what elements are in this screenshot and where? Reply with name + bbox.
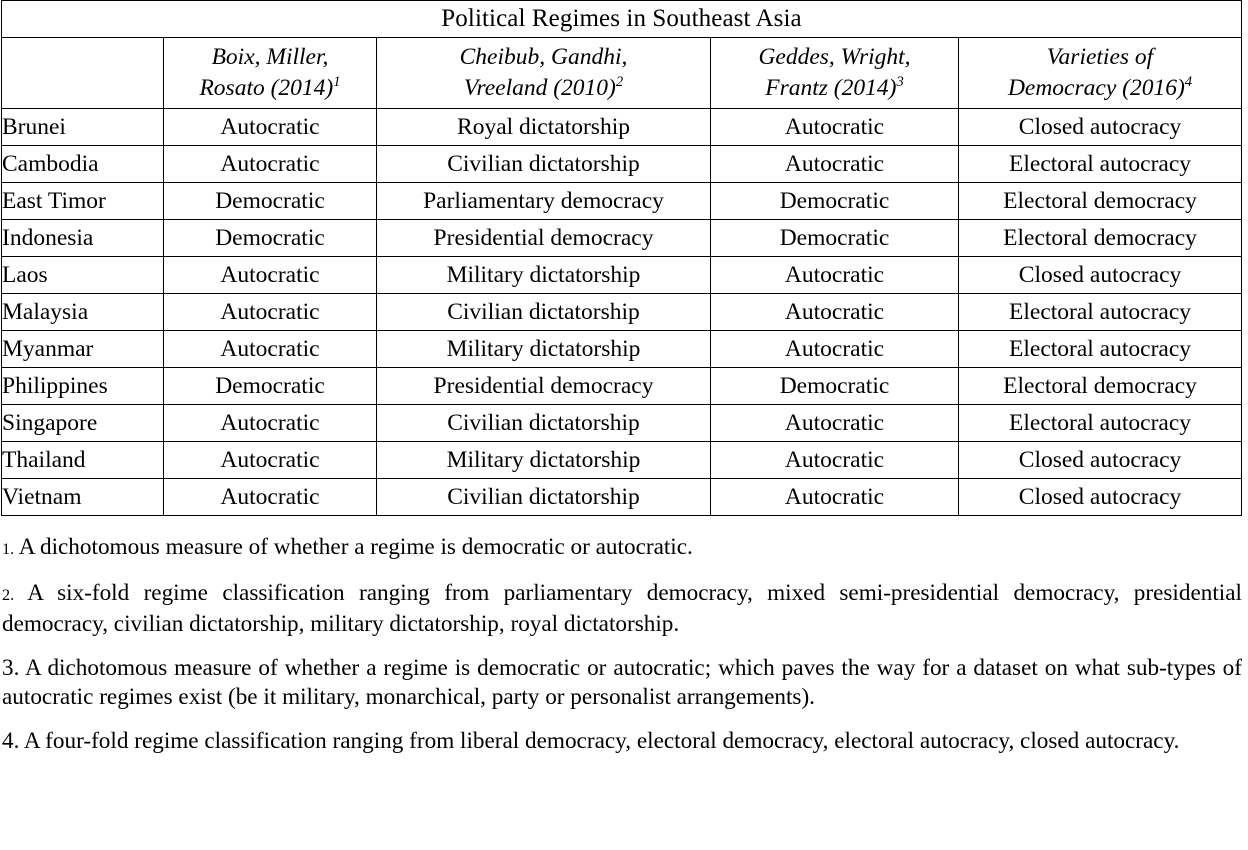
cell-bmr: Autocratic	[164, 331, 377, 368]
footnote-2	[2, 579, 1242, 639]
cell-bmr: Autocratic	[164, 442, 377, 479]
footnote-3	[2, 654, 1242, 712]
cell-country: Vietnam	[2, 479, 164, 516]
table-header	[2, 1, 1242, 109]
cell-gwf: Autocratic	[711, 479, 959, 516]
column-header-line-2: Frantz (2014)	[765, 75, 897, 101]
cell-gwf: Autocratic	[711, 405, 959, 442]
cell-bmr: Autocratic	[164, 294, 377, 331]
column-header-line-2: Rosato (2014)	[199, 75, 334, 101]
cell-cgv: Royal dictatorship	[377, 109, 711, 146]
cell-cgv: Presidential democracy	[377, 220, 711, 257]
footnote-marker-4: 4	[1184, 74, 1193, 91]
cell-vdem: Electoral autocracy	[959, 405, 1242, 442]
column-header-cheibub-gandhi-vreeland	[377, 38, 711, 109]
cell-gwf: Democratic	[711, 183, 959, 220]
footnote-4-text: A four-fold regime classification ranging from liberal democracy, electoral democracy, electoral autocracy, closed autocracy.	[23, 728, 1180, 754]
cell-vdem: Electoral autocracy	[959, 146, 1242, 183]
cell-country: Thailand	[2, 442, 164, 479]
table-row	[2, 294, 1242, 331]
cell-vdem: Electoral autocracy	[959, 331, 1242, 368]
table-row	[2, 479, 1242, 516]
table-title-row	[2, 1, 1242, 38]
cell-country: Singapore	[2, 405, 164, 442]
footnotes-section	[0, 533, 1248, 756]
cell-cgv: Presidential democracy	[377, 368, 711, 405]
table-row	[2, 442, 1242, 479]
cell-bmr: Democratic	[164, 368, 377, 405]
cell-gwf: Autocratic	[711, 331, 959, 368]
cell-cgv: Military dictatorship	[377, 442, 711, 479]
cell-gwf: Autocratic	[711, 146, 959, 183]
cell-cgv: Civilian dictatorship	[377, 146, 711, 183]
column-header-line-1: Geddes, Wright,	[758, 44, 911, 70]
cell-cgv: Civilian dictatorship	[377, 405, 711, 442]
cell-country: Myanmar	[2, 331, 164, 368]
footnote-1-marker: 1.	[2, 540, 15, 558]
cell-bmr: Autocratic	[164, 479, 377, 516]
column-header-line-1: Varieties of	[1046, 44, 1154, 70]
footnote-1	[2, 533, 1242, 564]
cell-vdem: Electoral democracy	[959, 183, 1242, 220]
table-row	[2, 109, 1242, 146]
cell-country: Cambodia	[2, 146, 164, 183]
cell-gwf: Autocratic	[711, 109, 959, 146]
column-header-geddes-wright-frantz	[711, 38, 959, 109]
column-header-varieties-of-democracy	[959, 38, 1242, 109]
cell-gwf: Autocratic	[711, 294, 959, 331]
cell-country: Philippines	[2, 368, 164, 405]
footnote-marker-3: 3	[896, 74, 904, 91]
cell-vdem: Electoral democracy	[959, 220, 1242, 257]
cell-bmr: Democratic	[164, 220, 377, 257]
cell-vdem: Closed autocracy	[959, 257, 1242, 294]
cell-cgv: Parliamentary democracy	[377, 183, 711, 220]
table-row	[2, 331, 1242, 368]
footnote-3-text: A dichotomous measure of whether a regime is democratic or autocratic; which paves the way for a dataset on what sub-types of autocratic regimes exist (be it military, monarchical, party or personalist arrangements).	[2, 655, 1242, 710]
cell-bmr: Autocratic	[164, 146, 377, 183]
cell-country: Indonesia	[2, 220, 164, 257]
footnote-3-marker: 3.	[2, 655, 20, 681]
table-body	[2, 109, 1242, 516]
footnote-marker-2: 2	[615, 74, 624, 91]
political-regimes-table	[1, 0, 1242, 516]
table-row	[2, 183, 1242, 220]
column-header-country	[2, 38, 164, 109]
footnote-2-text: A six-fold regime classification ranging from parliamentary democracy, mixed semi-presidential democracy, presidential democracy, civilian dictatorship, military dictatorship, royal dictatorship.	[2, 580, 1242, 637]
table-row	[2, 220, 1242, 257]
footnote-2-marker: 2.	[2, 586, 15, 604]
cell-vdem: Electoral democracy	[959, 368, 1242, 405]
cell-gwf: Autocratic	[711, 442, 959, 479]
table-row	[2, 146, 1242, 183]
cell-cgv: Military dictatorship	[377, 331, 711, 368]
column-header-line-1: Cheibub, Gandhi,	[459, 44, 628, 70]
cell-vdem: Closed autocracy	[959, 479, 1242, 516]
footnote-1-text: A dichotomous measure of whether a regime is democratic or autocratic.	[18, 534, 693, 560]
column-header-boix-miller-rosato	[164, 38, 377, 109]
table-column-header-row	[2, 38, 1242, 109]
table-row	[2, 368, 1242, 405]
footnote-4-marker: 4.	[2, 728, 20, 754]
cell-bmr: Autocratic	[164, 109, 377, 146]
cell-gwf: Autocratic	[711, 257, 959, 294]
cell-bmr: Democratic	[164, 183, 377, 220]
column-header-line-2: Vreeland (2010)	[463, 75, 616, 101]
cell-cgv: Civilian dictatorship	[377, 294, 711, 331]
table-row	[2, 405, 1242, 442]
cell-vdem: Closed autocracy	[959, 442, 1242, 479]
footnote-marker-1: 1	[333, 74, 341, 91]
table-title: Political Regimes in Southeast Asia	[2, 1, 1242, 38]
cell-country: East Timor	[2, 183, 164, 220]
cell-country: Malaysia	[2, 294, 164, 331]
cell-gwf: Democratic	[711, 368, 959, 405]
cell-cgv: Civilian dictatorship	[377, 479, 711, 516]
column-header-line-1: Boix, Miller,	[211, 44, 329, 70]
footnote-4	[2, 727, 1242, 756]
cell-bmr: Autocratic	[164, 257, 377, 294]
cell-bmr: Autocratic	[164, 405, 377, 442]
cell-country: Brunei	[2, 109, 164, 146]
cell-cgv: Military dictatorship	[377, 257, 711, 294]
cell-gwf: Democratic	[711, 220, 959, 257]
table-row	[2, 257, 1242, 294]
column-header-line-2: Democracy (2016)	[1007, 75, 1185, 101]
cell-vdem: Electoral autocracy	[959, 294, 1242, 331]
cell-vdem: Closed autocracy	[959, 109, 1242, 146]
cell-country: Laos	[2, 257, 164, 294]
